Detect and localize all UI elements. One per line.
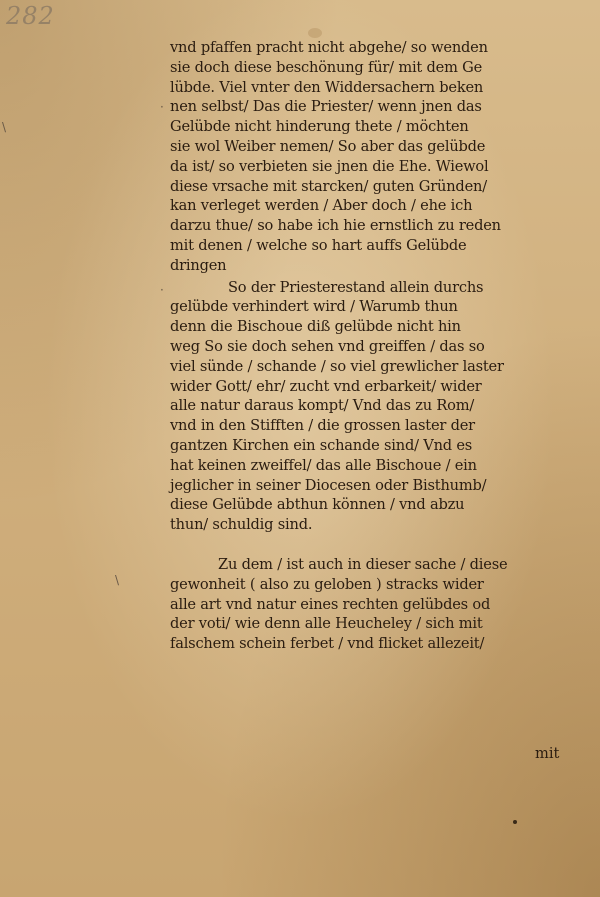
text-line: Gelübde nicht hinderung thete / möchten xyxy=(170,118,469,136)
text-line: alle art vnd natur eines rechten gelübdes od xyxy=(170,595,491,613)
text-line: darzu thue/ so habe ich hie ernstlich zu reden xyxy=(170,217,501,235)
text-line: nen selbst/ Das die Priester/ wenn jnen das xyxy=(170,98,482,116)
ink-stain xyxy=(308,28,322,38)
text-line: gantzen Kirchen ein schande sind/ Vnd es xyxy=(170,436,473,454)
text-line: alle natur daraus kompt/ Vnd das zu Rom/ xyxy=(170,397,475,415)
text-line: Zu dem / ist auch in dieser sache / diese xyxy=(218,555,508,573)
text-line: der voti/ wie denn alle Heucheley / sich mit xyxy=(170,615,483,633)
margin-mark: \ xyxy=(2,120,7,134)
margin-mark: \ xyxy=(115,573,120,587)
text-line: thun/ schuldig sind. xyxy=(170,516,313,534)
text-line: diese Gelübde abthun können / vnd abzu xyxy=(170,496,465,514)
text-line: viel sünde / schande / so viel grewlicher laster xyxy=(170,357,504,375)
text-line: diese vrsache mit starcken/ guten Gründen/ xyxy=(170,177,487,195)
page-number: 282 xyxy=(6,2,55,30)
paragraph-1 xyxy=(170,38,575,276)
text-line: denn die Bischoue diß gelübde nicht hin xyxy=(170,318,461,336)
text-line: wider Gott/ ehr/ zucht vnd erbarkeit/ wider xyxy=(170,377,482,395)
ink-dot xyxy=(513,820,517,824)
text-line: weg So sie doch sehen vnd greiffen / das so xyxy=(170,337,485,355)
text-line: vnd pfaffen pracht nicht abgehe/ so wenden xyxy=(170,39,488,56)
text-line: falschem schein ferbet / vnd flicket allezeit/ xyxy=(170,635,485,653)
text-line: jeglicher in seiner Diocesen oder Bisthumb/ xyxy=(170,476,487,494)
text-line: kan verleget werden / Aber doch / ehe ich xyxy=(170,197,473,215)
text-line: sie wol Weiber nemen/ So aber das gelübde xyxy=(170,137,486,155)
margin-mark: · xyxy=(160,100,164,114)
text-line: gewonheit ( also zu geloben ) stracks wider xyxy=(170,575,484,593)
text-line: dringen xyxy=(170,256,227,274)
paragraph-spacer xyxy=(170,535,575,555)
paragraph-3 xyxy=(170,555,575,575)
body-text xyxy=(170,38,575,654)
text-line: lübde. Viel vnter den Widdersachern beken xyxy=(170,78,484,96)
text-line: sie doch diese beschönung für/ mit dem Ge xyxy=(170,58,483,76)
catchword: mit xyxy=(535,745,560,762)
text-line: gelübde verhindert wird / Warumb thun xyxy=(170,298,458,316)
paragraph-3-body xyxy=(170,575,575,654)
paragraph-2-body xyxy=(170,297,575,535)
text-line: da ist/ so verbieten sie jnen die Ehe. Wiewol xyxy=(170,157,489,175)
margin-mark: · xyxy=(160,283,164,297)
paragraph-2 xyxy=(170,278,575,298)
text-line: hat keinen zweiffel/ das alle Bischoue / ein xyxy=(170,456,477,474)
text-line: So der Priesterestand allein durchs xyxy=(228,278,484,296)
text-line: mit denen / welche so hart auffs Gelübde xyxy=(170,236,467,254)
text-line: vnd in den Stifften / die grossen laster der xyxy=(170,417,475,435)
